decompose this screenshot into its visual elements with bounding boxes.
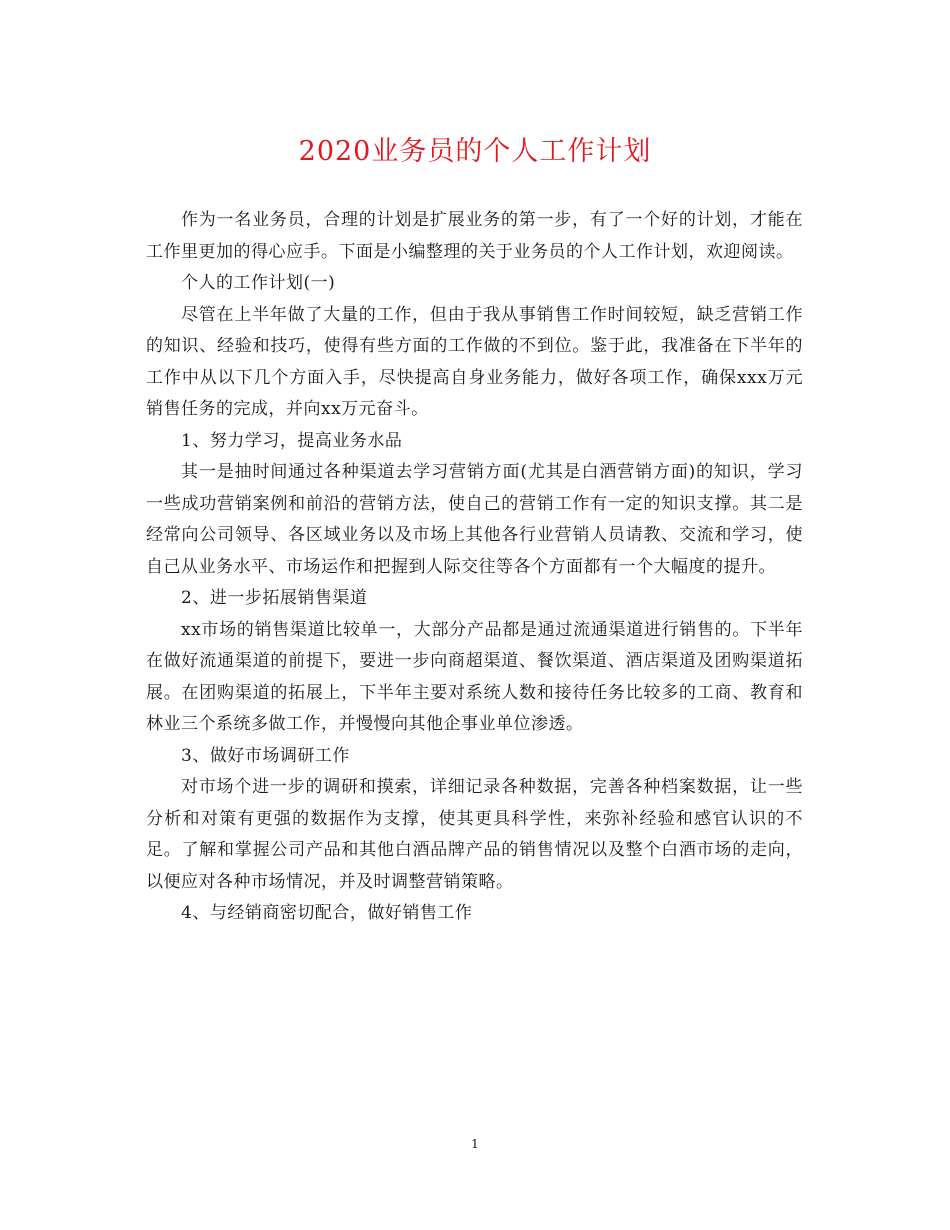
intro-paragraph: 作为一名业务员，合理的计划是扩展业务的第一步，有了一个好的计划，才能在工作里更加的得心应手。下面是小编整理的关于业务员的个人工作计划，欢迎阅读。 <box>146 210 803 262</box>
body-paragraph: 其一是抽时间通过各种渠道去学习营销方面(尤其是白酒营销方面)的知识，学习一些成功营销案例和前沿的营销方法，使自己的营销工作有一定的知识支撑。其二是经常向公司领导、各区域业务以及市场上其他各行业营销人员请教、交流和学习，使自己从业务水平、市场运作和把握到人际交往等各个方面都有一个大幅度的提升。 <box>146 462 803 577</box>
subheading-2: 2、进一步拓展销售渠道 <box>181 588 368 608</box>
subheading-1: 1、努力学习，提高业务水品 <box>181 430 403 451</box>
document-title: 2020业务员的个人工作计划 <box>298 136 652 167</box>
body-paragraph: 对市场个进一步的调研和摸索，详细记录各种数据，完善各种档案数据，让一些分析和对策有更强的数据作为支撑，使其更具科学性，来弥补经验和感官认识的不足。了解和掌握公司产品和其他白酒品牌产品的销售情况以及整个白酒市场的走向，以便应对各种市场情况，并及时调整营销策略。 <box>146 777 803 892</box>
page-number: 1 <box>471 1137 479 1151</box>
body-paragraph: xx市场的销售渠道比较单一，大部分产品都是通过流通渠道进行销售的。下半年在做好流通渠道的前提下，要进一步向商超渠道、餐饮渠道、酒店渠道及团购渠道拓展。在团购渠道的拓展上，下半年主要对系统人数和接待任务比较多的工商、教育和林业三个系统多做工作，并慢慢向其他企事业单位渗透。 <box>146 619 803 734</box>
document-body <box>146 205 803 930</box>
subheading-4: 4、与经销商密切配合，做好销售工作 <box>181 903 473 923</box>
subheading-3: 3、做好市场调研工作 <box>181 745 350 766</box>
section-heading-plan-1: 个人的工作计划(一) <box>181 273 336 293</box>
body-paragraph: 尽管在上半年做了大量的工作，但由于我从事销售工作时间较短，缺乏营销工作的知识、经验和技巧，使得有些方面的工作做的不到位。鉴于此，我准备在下半年的工作中从以下几个方面入手，尽快提高自身业务能力，做好各项工作，确保xxx万元销售任务的完成，并向xx万元奋斗。 <box>146 304 803 419</box>
